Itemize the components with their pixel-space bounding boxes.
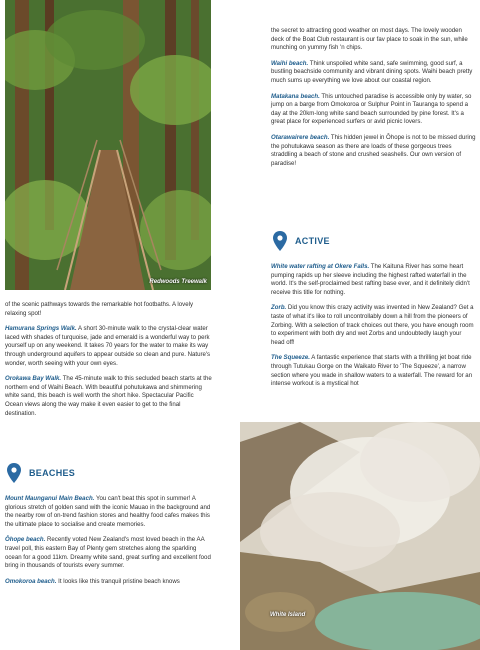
entry-text: Recently voted New Zealand's most loved beach in the AA travel poll, this eastern Bay of Plenty gem stretches along the sparkling ocean for a good 11km. Dreamy white sand, great surfing and excellent food bring in thousands of tourists every summer. [5,536,211,570]
entry-text: It looks like this tranquil pristine beach knows [56,577,180,585]
okere-falls-paragraph [271,263,476,297]
matakana-paragraph [271,93,476,127]
zorb-paragraph [271,304,476,347]
entry-text: The Kaituna River has some heart pumping rapids up her sleeve including the highest rafted waterfall in the world. It's the self-proclaimed best rafting base ever, and it definitely didn't receive this title for nothing. [271,263,470,296]
entry-title: Hamurana Springs Walk. [5,325,77,333]
entry-text: Did you know this crazy activity was invented in New Zealand? Get a taste of what it's like to roll uncontrollably down a hill from the pioneers of Zorbing. With a selection of track choices out there, you have enough room to experiment with both dry and wet Zorbs and undoubtedly laugh your head off! [271,304,474,346]
entry-text: A fantastic experience that starts with a thrilling jet boat ride through Tutukau Gorge on the Waikato River to 'The Squeeze', a narrow section where you wade in shallow waters to a waterfall. The reward for an intense workout is a mystical hot [271,354,473,388]
squeeze-paragraph [271,354,476,388]
section-title: ACTIVE [295,236,330,246]
hamurana-paragraph [5,325,213,368]
entry-title: Matakana beach. [271,92,320,100]
entry-title: White water rafting at Okere Falls. [271,263,370,270]
white-island-photo [240,422,480,650]
entry-text: A short 30-minute walk to the crystal-clear water laced with shades of turquoise, jade and emerald is a wonderful way to perk yourself up on any weekend. It takes 70 years for the water to make its way through underground aquifers to appear outside so clean and pure. Nature's wonder, worth seeing with your own eyes. [5,325,211,367]
entry-text: You can't beat this spot in summer! A glorious stretch of golden sand with the iconic Mauao in the background and the nearby row of on-trend fashion stores and healthy food cafes makes this the ultimate place to socialise and create memories. [5,495,211,528]
entry-text: The 45-minute walk to this secluded beach starts at the northern end of Waihi Beach. With beautiful pohutukawa and shimmering white sand, this beach is well worth the short hike. Spectacular Pacific Ocean views along the way make it even easier to get to the final destination. [5,375,212,417]
entry-title: Omokoroa beach. [5,577,57,585]
entry-title: The Squeeze. [271,354,310,362]
beaches-column [5,495,213,593]
entry-title: Orokawa Bay Walk. [5,375,62,383]
beaches-heading [7,463,75,483]
section-title: BEACHES [29,468,76,478]
bottom-photo-caption: White Island [270,612,306,618]
active-column [271,263,476,396]
entry-title: Ōhope beach. [5,536,46,544]
left-intro-paragraph: of the scenic pathways towards the remarkable hot footbaths. A lovely relaxing spot! [5,301,193,317]
ohope-paragraph [5,536,213,570]
forest-illustration [5,0,211,290]
entry-text: This hidden jewel in Ōhope is not to be missed during the pohutukawa season as there are loads of these gorgeous trees straddling a beach of stone and crushed seashells. Our own version of paradise! [271,133,476,167]
top-photo-caption: Redwoods Treewalk [149,279,207,285]
active-heading [273,231,330,251]
redwoods-treewalk-photo [5,0,211,290]
left-column [5,301,213,425]
waihi-paragraph [271,60,476,86]
entry-text: Think unspoiled white sand, safe swimming, good surf, a bustling beachside community and vibrant dining spots. Waihi beach pretty much sums up everything we love about our coastal region. [271,59,473,84]
orokawa-paragraph [5,375,213,418]
right-column [271,27,476,175]
omokoroa-paragraph [5,578,213,587]
location-pin-icon [273,231,287,251]
location-pin-icon [7,463,21,483]
right-intro-paragraph: the secret to attracting good weather on most days. The lovely wooden deck of the Boat Club restaurant is our fav place to soak in the sun, while munching on yummy fish 'n chips. [271,27,468,52]
mount-maunganui-paragraph [5,495,213,529]
entry-title: Otarawairere beach. [271,133,330,141]
entry-title: Mount Maunganui Main Beach. [5,495,95,502]
entry-title: Zorb. [271,304,287,312]
otarawairere-paragraph [271,134,476,168]
entry-text: This untouched paradise is accessible only by water, so jump on a barge from Omokoroa or Sulphur Point in Tauranga to spend a day at the 20km-long white sand beach surrounded by pine forest. It's a great place for experienced surfers or avid picnic lovers. [271,92,472,126]
entry-title: Waihi beach. [271,59,309,67]
